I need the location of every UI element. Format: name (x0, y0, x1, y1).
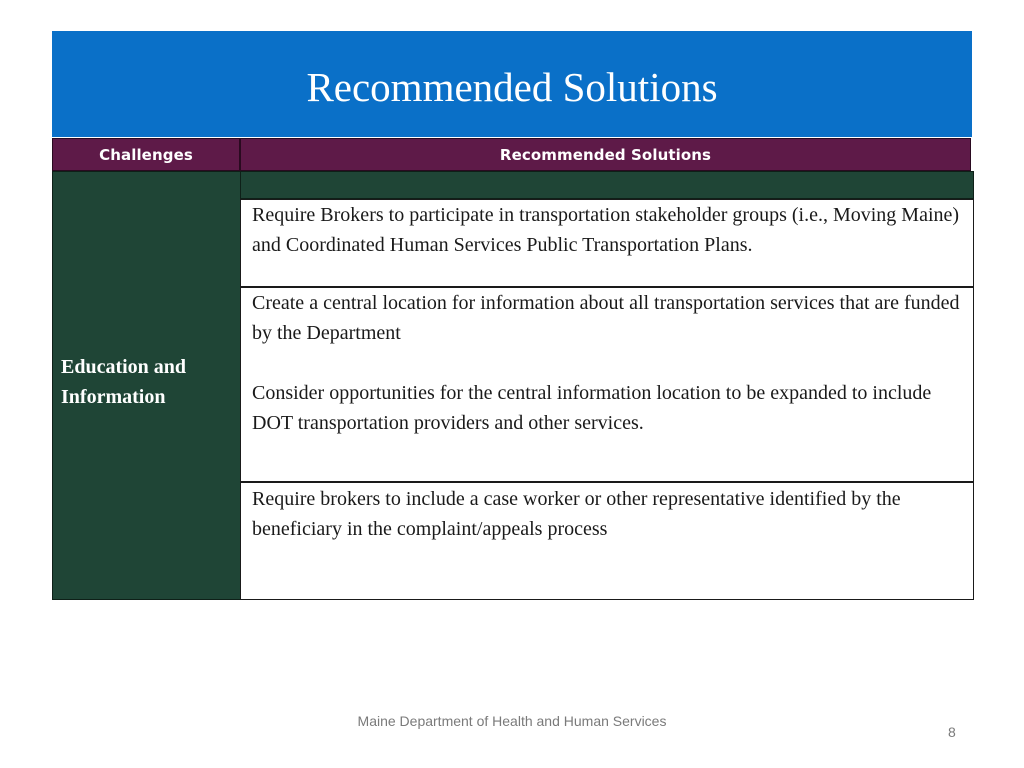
footer-organization: Maine Department of Health and Human Services (357, 713, 667, 729)
solution-text-2b: Consider opportunities for the central information location to be expanded to include DOT transportation providers and other services. (252, 382, 932, 434)
challenge-cell (52, 171, 241, 600)
title-banner (52, 31, 972, 137)
column-header-challenges: Challenges (52, 138, 240, 171)
solution-text-1: Require Brokers to participate in transportation stakeholder groups (i.e., Moving Maine) and Coordinated Human Services Public Transportation Plans. (252, 204, 960, 256)
challenge-label-line-2: Information (61, 386, 166, 408)
solution-text-2a: Create a central location for information about all transportation services that are funded by the Department (252, 292, 960, 344)
column-header-recommended-solutions: Recommended Solutions (240, 138, 971, 171)
solution-cell-3 (240, 482, 974, 600)
challenge-label-line-1: Education and (61, 356, 187, 378)
solutions-header-spacer (240, 171, 974, 199)
solution-cell-1 (240, 199, 974, 287)
page-number: 8 (948, 724, 956, 740)
solution-text-3: Require brokers to include a case worker or other representative identified by the beneficiary in the complaint/appeals process (252, 488, 901, 540)
solution-cell-2 (240, 287, 974, 482)
slide-title: Recommended Solutions (306, 64, 718, 110)
